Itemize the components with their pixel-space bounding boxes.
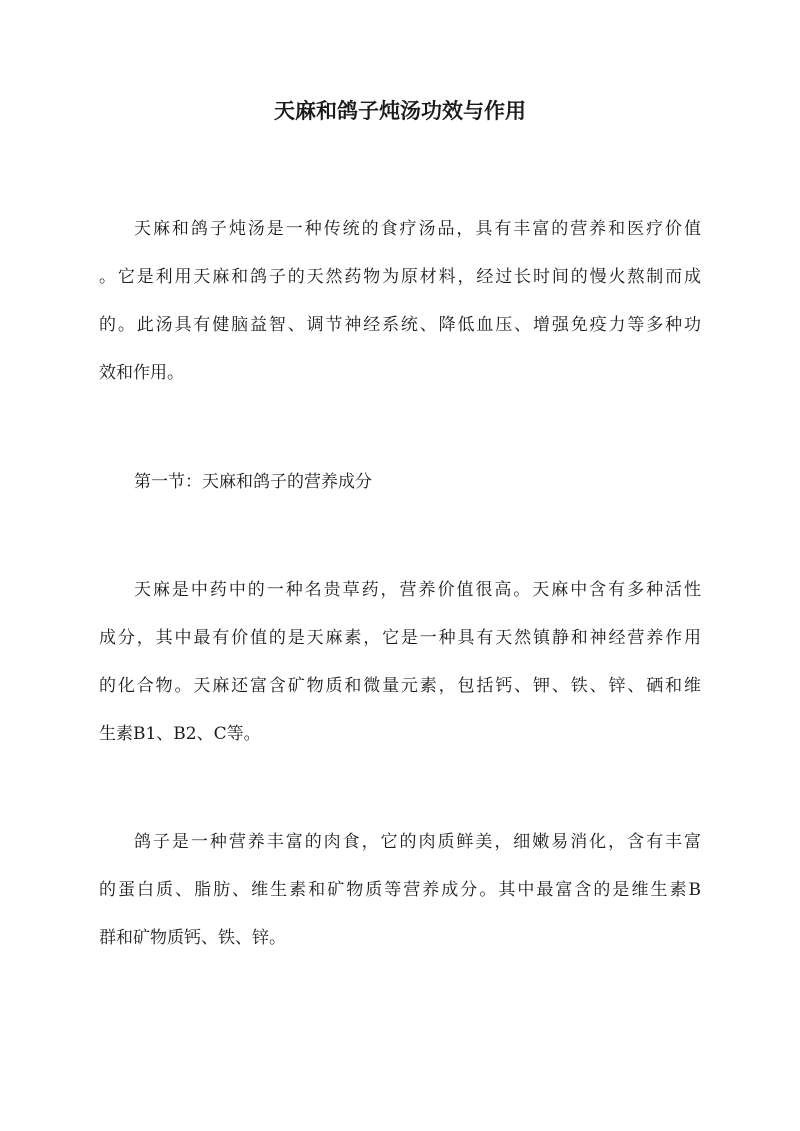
gezi-paragraph xyxy=(99,818,701,962)
intro-line-1: 天麻和鸽子炖汤是一种传统的食疗汤品，具有丰富的营养和医疗价值 xyxy=(134,219,701,239)
intro-line-4: 效和作用。 xyxy=(99,363,184,383)
document-title: 天麻和鸽子炖汤功效与作用 xyxy=(274,98,526,123)
section-heading xyxy=(99,458,701,506)
tianma-paragraph xyxy=(99,566,701,758)
tianma-line-1: 天麻是中药中的一种名贵草药，营养价值很高。天麻中含有多种活性 xyxy=(134,580,701,600)
intro-paragraph xyxy=(99,205,701,397)
tianma-line-4: 生素B1、B2、C等。 xyxy=(99,724,261,744)
intro-line-2: 。它是利用天麻和鸽子的天然药物为原材料，经过长时间的慢火熬制而成 xyxy=(99,267,701,287)
section-heading-text: 第一节：天麻和鸽子的营养成分 xyxy=(134,472,372,492)
intro-line-3: 的。此汤具有健脑益智、调节神经系统、降低血压、增强免疫力等多种功 xyxy=(99,315,701,335)
gezi-line-2: 的蛋白质、脂肪、维生素和矿物质等营养成分。其中最富含的是维生素B xyxy=(99,880,701,900)
gezi-line-1: 鸽子是一种营养丰富的肉食，它的肉质鲜美，细嫩易消化，含有丰富 xyxy=(134,832,701,852)
gezi-line-3: 群和矿物质钙、铁、锌。 xyxy=(99,928,286,948)
tianma-line-2: 成分，其中最有价值的是天麻素，它是一种具有天然镇静和神经营养作用 xyxy=(99,628,701,648)
tianma-line-3: 的化合物。天麻还富含矿物质和微量元素，包括钙、钾、铁、锌、硒和维 xyxy=(99,676,701,696)
